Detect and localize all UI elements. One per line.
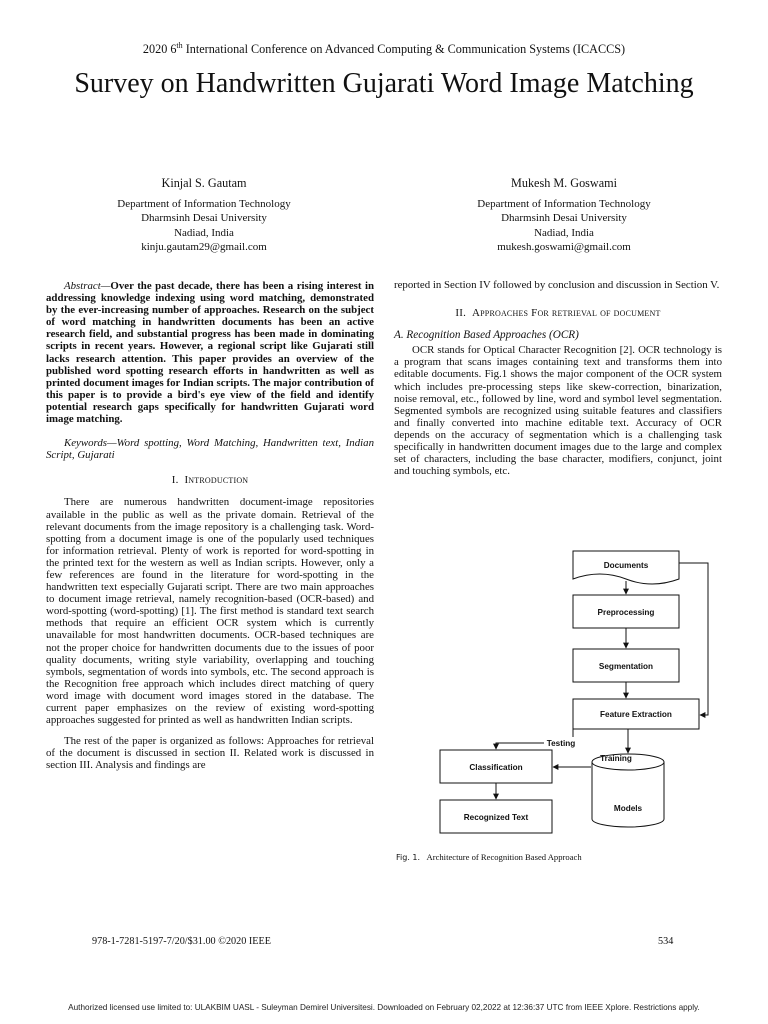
architecture-diagram (434, 549, 718, 835)
label-models: Models (613, 804, 643, 813)
label-classification: Classification (469, 763, 523, 772)
abstract (46, 280, 374, 425)
section-number: II. (455, 307, 467, 320)
author-email: mukesh.goswami@gmail.com (497, 241, 631, 253)
author-block-2 (404, 176, 724, 255)
section-heading-introduction (46, 474, 374, 486)
label-segmentation: Segmentation (598, 662, 654, 671)
license-notice: Authorized licensed use limited to: ULAKBIM UASL - Suleyman Demirel Universitesi. Downloaded on February 02,2022 at 12:36:37 UTC from IEEE Xplore. Restrictions apply. (68, 1003, 700, 1012)
intro-paragraph-1: There are numerous handwritten document-image repositories available in the public as well as the private domain. Retrieval of the relevant documents from the image repository is a challenging task. Word-spotting from a document image is one of the popularly used techniques for information retrieval. Plenty of work is reported for word-spotting in the printed text for the western as well as Indian scripts. However, only a few references are found in the literature for word-spotting in the handwritten text especially Gujarati script. There are two main approaches to document image retrieval, namely recognition-based (OCR-based) and word-spotting (word-spotting) [1]. The first method is standard text search methods that require an efficient OCR system which is currently unavailable for most handwritten documents. OCR-based techniques are not the proper choice for handwritten documents due to the issues of poor quality documents, writing style variability, overlapping and touching symbols, segmentation of words into symbols, etc. The second approach is the Recognition free approach which includes direct matching of query word image with document word images stored in the database. The current paper emphasizes on the review of existing word-spotting approaches suggested for printed as well as handwritten Indian scripts. (46, 496, 374, 727)
section-heading-approaches (394, 307, 722, 319)
paper-title: Survey on Handwritten Gujarati Word Image Matching (74, 68, 694, 99)
conference-year: 2020 6 (142, 42, 177, 57)
label-training: Training (600, 754, 632, 763)
figure-number: Fig. 1. (396, 853, 421, 862)
label-recognized-text: Recognized Text (463, 813, 529, 822)
page-number: 534 (658, 936, 674, 947)
author-name: Mukesh M. Goswami (511, 176, 617, 190)
figure-ocr-architecture (434, 549, 718, 835)
section-title: Introduction (184, 474, 249, 487)
subsection-heading: A. Recognition Based Approaches (OCR) (394, 329, 579, 342)
author-location: Nadiad, India (534, 226, 594, 239)
label-testing: Testing (546, 739, 576, 748)
author-block-1 (44, 176, 364, 255)
label-feature-extraction: Feature Extraction (600, 710, 672, 719)
conference-ordinal: th (176, 41, 183, 50)
label-documents: Documents (603, 561, 649, 570)
abstract-label: Abstract (64, 280, 101, 292)
author-name: Kinjal S. Gautam (161, 176, 247, 190)
models-cylinder (592, 762, 664, 827)
intro-paragraph-2: The rest of the paper is organized as follows: Approaches for retrieval of the document is discussed in section II. Related work is discussed in section III. Analysis and findings are (46, 735, 374, 772)
right-column (394, 279, 722, 477)
figure-caption-text: Architecture of Recognition Based Approach (426, 852, 582, 862)
author-email: kinju.gautam29@gmail.com (141, 241, 267, 253)
footer-isbn: 978-1-7281-5197-7/20/$31.00 ©2020 IEEE (92, 936, 271, 947)
arrow-documents-loop (679, 563, 708, 715)
label-preprocessing: Preprocessing (597, 608, 655, 617)
author-dept: Department of Information Technology (117, 197, 291, 210)
abstract-dash: — (100, 280, 111, 292)
author-dept: Department of Information Technology (477, 197, 651, 210)
conference-name: International Conference on Advanced Computing & Communication Systems (ICACCS) (182, 42, 626, 57)
abstract-text: Over the past decade, there has been a rising interest in addressing knowledge indexing using word matching, demonstrated by the ever-increasing number of approaches. Research on the subject of word matching in handwritten documents has been an active research field, and substantial progress has been made in dominating scripts in recent years. However, a regional script like Gujarati still lacks research attention. This paper provides an overview of the published word spotting research efforts in handwritten as well as printed document images for Indian scripts. The major contribution of this paper is to provide a bird's eye view of the field and identify potential research gaps specifically for handwritten Gujarati word image matching. (46, 280, 374, 426)
author-university: Dharmsinh Desai University (141, 212, 267, 224)
intro-continuation: reported in Section IV followed by conclusion and discussion in Section V. (394, 279, 720, 291)
section-number: I. (171, 474, 179, 487)
figure-caption (396, 852, 582, 862)
conference-header (0, 41, 768, 57)
author-location: Nadiad, India (174, 226, 234, 239)
ocr-paragraph: OCR stands for Optical Character Recognition [2]. OCR technology is a program that scans images containing text and transforms them into editable documents. Fig.1 shows the major component of the OCR system which includes pre-processing steps like skew-correction, binarization, noise removal, etc., followed by line, word and symbol level segmentation. Segmented symbols are recognized using suitable features and classifiers and finally converted into machine editable text. Accuracy of OCR depends on the accuracy of segmentation which is a challenging task specifically in handwritten document images due to the large and complex set of characters, including the base character, modifiers, conjunct, joint and touching symbols, etc. (394, 344, 722, 478)
section-title: Approaches For retrieval of document (472, 307, 661, 320)
keywords: Keywords—Word spotting, Word Matching, Handwritten text, Indian Script, Gujarati (46, 437, 374, 462)
author-university: Dharmsinh Desai University (501, 212, 627, 224)
left-column (46, 280, 374, 771)
